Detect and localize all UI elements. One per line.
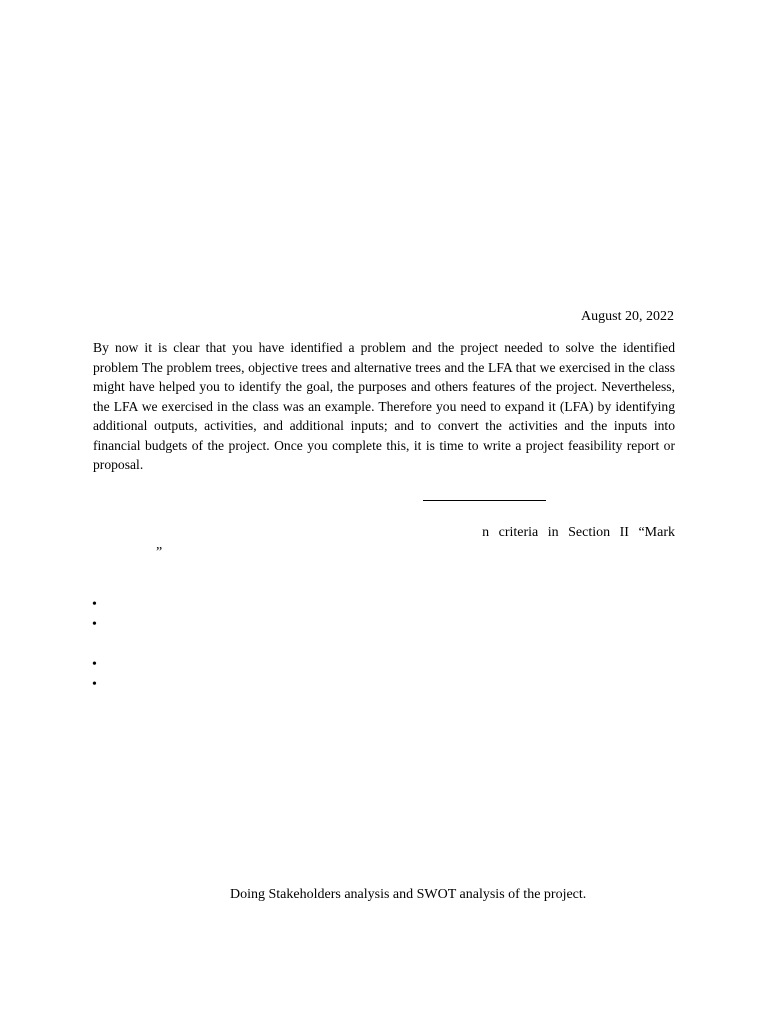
document-date: August 20, 2022	[581, 309, 674, 324]
closing-line: Doing Stakeholders analysis and SWOT analysis of the project.	[230, 887, 587, 902]
body-paragraph: By now it is clear that you have identified a problem and the project needed to solve the identified problem The problem trees, objective trees and alternative trees and the LFA that we exercised in the class might have helped you to identify the goal, the purposes and others features of the project. Nevertheless, the LFA we exercised in the class was an example. Therefore you need to expand it (LFA) by identifying additional outputs, activities, and additional inputs; and to convert the activities and the inputs into financial budgets of the project. Once you complete this, it is time to write a project feasibility report or proposal.	[93, 340, 675, 472]
bullet-point-2: •	[92, 617, 97, 632]
criteria-text-fragment: n criteria in Section II “Mark	[482, 525, 675, 540]
bullet-point-1: •	[92, 597, 97, 612]
closing-quote-mark: ”	[156, 545, 163, 560]
underline-rule	[423, 500, 546, 501]
bullet-point-3: •	[92, 657, 97, 672]
bullet-point-4: •	[92, 677, 97, 692]
